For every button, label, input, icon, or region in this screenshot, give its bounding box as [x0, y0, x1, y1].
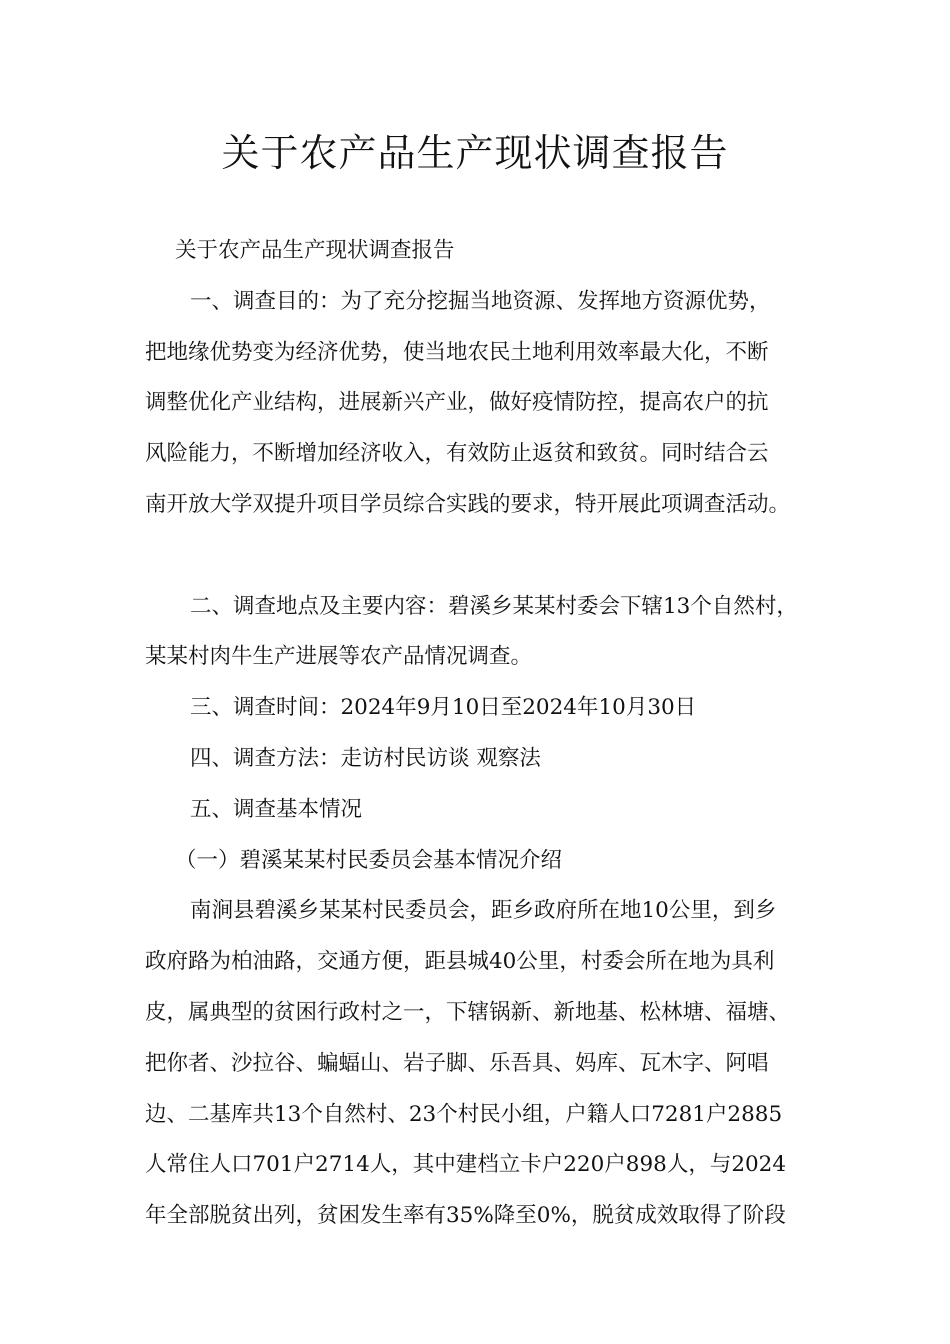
body-line-time: 三、调查时间：2024年9月10日至2024年10月30日 [190, 695, 697, 721]
body-line-method: 四、调查方法：走访村民访谈 观察法 [190, 745, 541, 771]
body-line-basic-heading: 五、调查基本情况 [190, 796, 363, 822]
body-line-intro-5: 边、二基库共13个自然村、23个村民小组，户籍人口7281户2885 [145, 1101, 783, 1127]
body-line-intro-1: 南涧县碧溪乡某某村民委员会，距乡政府所在地10公里，到乡 [190, 898, 777, 924]
body-line-intro-7: 年全部脱贫出列，贫困发生率有35%降至0%，脱贫成效取得了阶段 [145, 1203, 786, 1229]
body-line-purpose-2: 把地缘优势变为经济优势，使当地农民土地利用效率最大化，不断 [145, 339, 769, 365]
body-line-purpose-4: 风险能力，不断增加经济收入，有效防止返贫和致贫。同时结合云 [145, 441, 769, 467]
body-line-blank [145, 531, 815, 582]
body-line-purpose-1: 一、调查目的：为了充分挖掘当地资源、发挥地方资源优势， [190, 288, 771, 314]
body-line-location-2: 某某村肉牛生产进展等农产品情况调查。 [145, 644, 533, 670]
body-line-subheading: （一）碧溪某某村民委员会基本情况介绍 [175, 847, 563, 873]
body-line-intro-2: 政府路为柏油路，交通方便，距县城40公里，村委会所在地为具利 [145, 949, 775, 975]
document-title: 关于农产品生产现状调查报告 [221, 131, 729, 175]
body-line-purpose-5: 南开放大学双提升项目学员综合实践的要求，特开展此项调查活动。 [145, 491, 791, 517]
body-line-intro-3: 皮，属典型的贫困行政村之一，下辖锅新、新地基、松林塘、福塘、 [145, 999, 791, 1025]
body-line-intro-4: 把你者、沙拉谷、蝙蝠山、岩子脚、乐吾具、妈库、瓦木字、阿唱 [145, 1050, 769, 1076]
document-body [145, 226, 815, 1242]
body-line-purpose-3: 调整优化产业结构，进展新兴产业，做好疫情防控，提高农户的抗 [145, 390, 769, 416]
body-line-location-1: 二、调查地点及主要内容：碧溪乡某某村委会下辖13个自然村， [190, 593, 798, 619]
body-line-subtitle: 关于农产品生产现状调查报告 [175, 238, 455, 263]
body-line-intro-6: 人常住人口701户2714人，其中建档立卡户220户898人，与2024 [145, 1152, 787, 1178]
